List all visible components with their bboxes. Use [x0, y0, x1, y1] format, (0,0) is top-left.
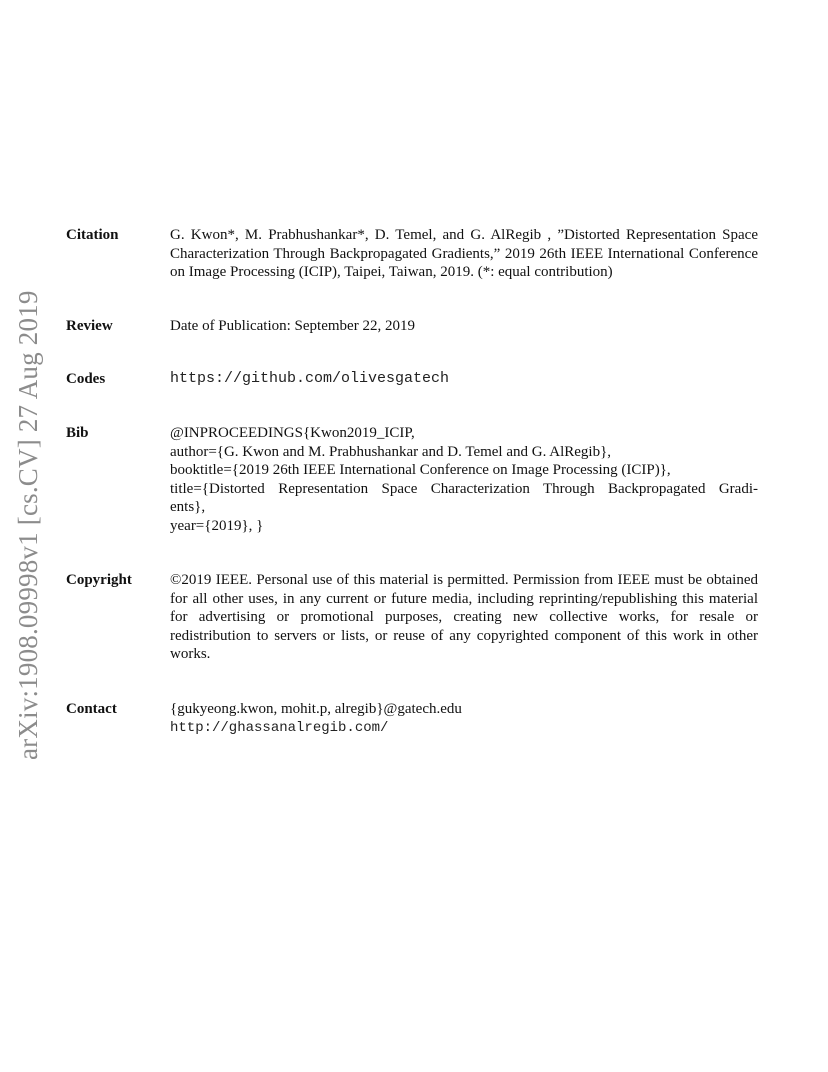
arxiv-side-stamp: arXiv:1908.09998v1 [cs.CV] 27 Aug 2019	[13, 290, 43, 760]
codes-label: Codes	[66, 371, 106, 387]
bib-line: author={G. Kwon and M. Prabhushankar and D. Temel and G. AlRegib},	[170, 443, 612, 460]
bib-line: year={2019}, }	[170, 517, 264, 534]
citation-text: G. Kwon*, M. Prabhushankar*, D. Temel, and G. AlRegib , ”Distorted Representation Space Characterization Through Backpropagated Gradients,” 2019 26th IEEE International Conference on Image Processing (ICIP), Taipei, Taiwan, 2019. (*: equal contribution)	[170, 227, 758, 280]
copyright-text: ©2019 IEEE. Personal use of this material is permitted. Permission from IEEE must be obtained for all other uses, in any current or future media, including reprinting/republishing this material for advertising or promotional purposes, creating new collective works, for resale or redistribution to servers or lists, or reuse of any copyrighted component of this work in other works.	[170, 572, 758, 662]
review-label: Review	[66, 318, 113, 334]
contact-email[interactable]: {gukyeong.kwon, mohit.p, alregib}@gatech.edu	[170, 701, 462, 717]
bib-line: @INPROCEEDINGS{Kwon2019_ICIP,	[170, 425, 415, 441]
contact-label: Contact	[66, 701, 117, 717]
codes-link[interactable]: https://github.com/olivesgatech	[170, 370, 450, 387]
contact-details	[170, 700, 758, 737]
citation-label: Citation	[66, 227, 119, 243]
bib-label: Bib	[66, 425, 89, 441]
bib-entry	[170, 424, 758, 535]
contact-url-link[interactable]: http://ghassanalregib.com/	[170, 719, 389, 736]
bib-line: title={Distorted Representation Space Characterization Through Backpropagated Gradi-	[170, 480, 758, 497]
copyright-label: Copyright	[66, 572, 132, 588]
bib-line: booktitle={2019 26th IEEE International Conference on Image Processing (ICIP)},	[170, 462, 671, 478]
review-text: Date of Publication: September 22, 2019	[170, 318, 415, 334]
bib-line: ents},	[170, 499, 206, 515]
